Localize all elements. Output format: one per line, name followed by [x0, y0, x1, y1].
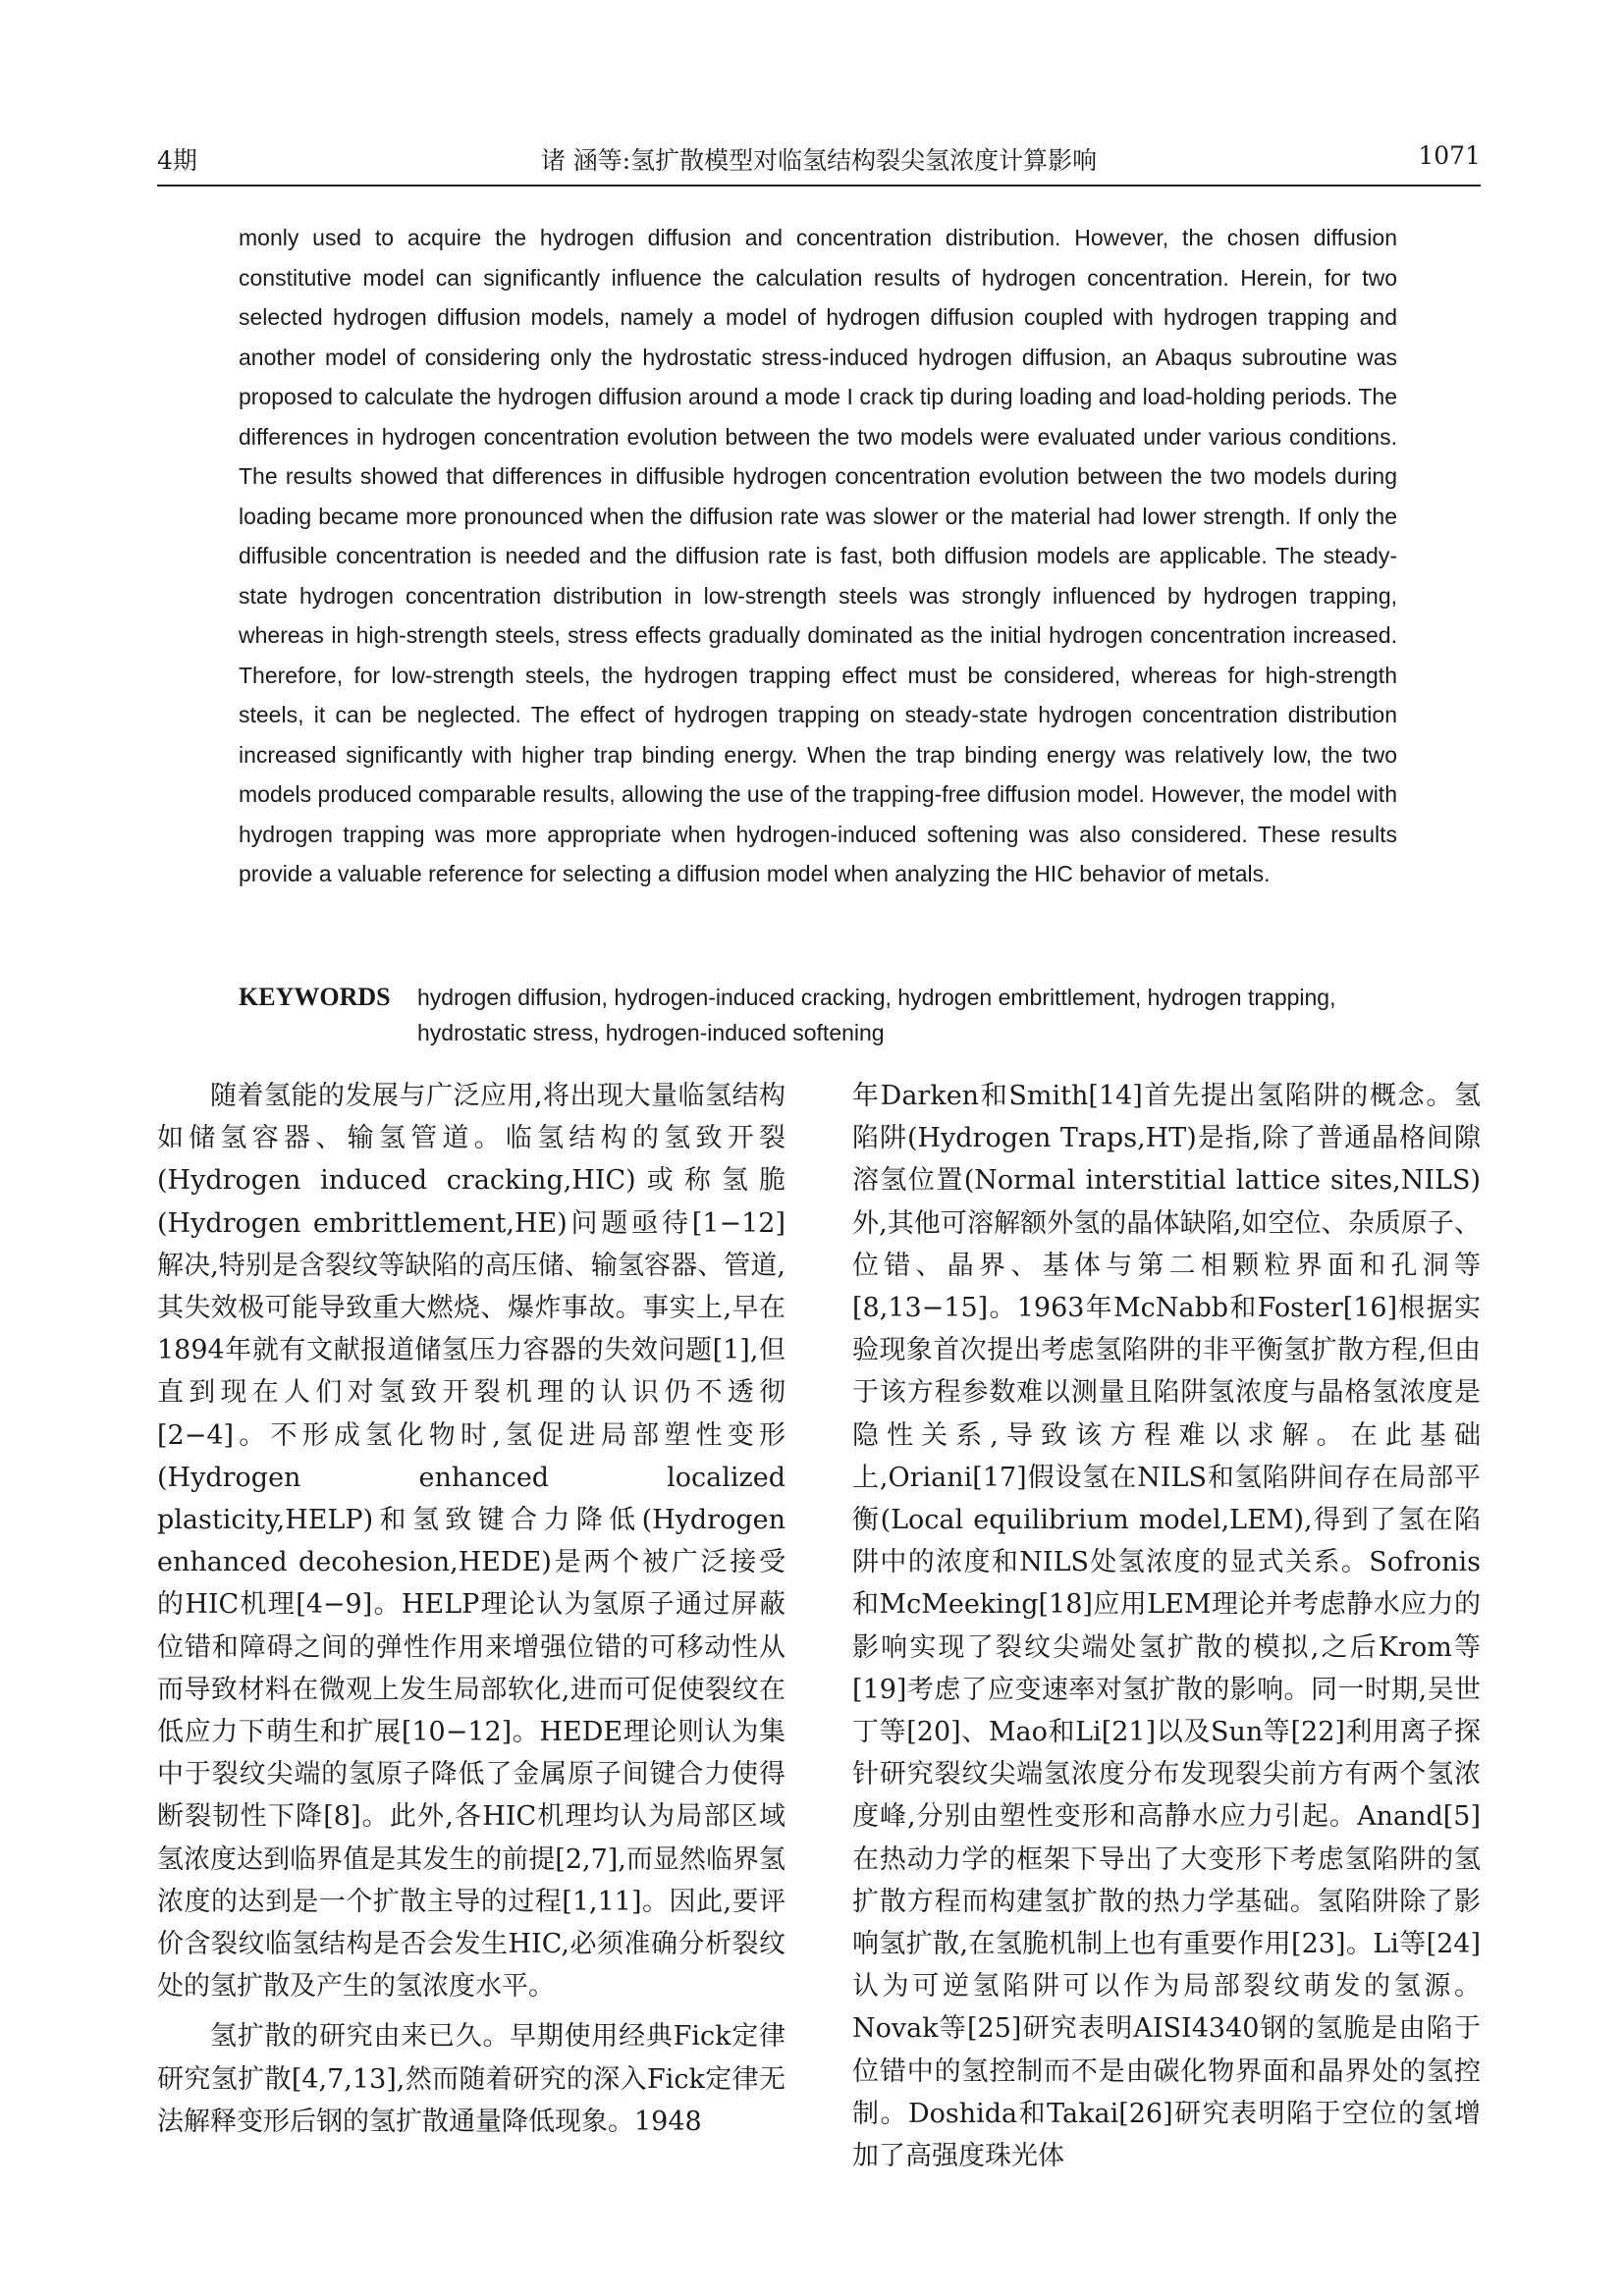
running-title: 诸 涵等:氢扩散模型对临氢结构裂尖氢浓度计算影响: [540, 146, 1098, 175]
paragraph-intro: 随着氢能的发展与广泛应用,将出现大量临氢结构如储氢容器、输氢管道。临氢结构的氢致开裂(Hydrogen induced cracking,HIC)或称氢脆(Hydrogen embrittlement,HE)问题亟待[1−12]解决,特别是含裂纹等缺陷的高压储、输氢容器、管道,其失效极可能导致重大燃烧、爆炸事故。事实上,早在1894年就有文献报道储氢压力容器的失效问题[1],但直到现在人们对氢致开裂机理的认识仍不透彻[2−4]。不形成氢化物时,氢促进局部塑性变形(Hydrogen enhanced localized plasticity,HELP)和氢致键合力降低(Hydrogen enhanced decohesion,HEDE)是两个被广泛接受的HIC机理[4−9]。HELP理论认为氢原子通过屏蔽位错和障碍之间的弹性作用来增强位错的可移动性从而导致材料在微观上发生局部软化,进而可促使裂纹在低应力下萌生和扩展[10−12]。HEDE理论则认为集中于裂纹尖端的氢原子降低了金属原子间键合力使得断裂韧性下降[8]。此外,各HIC机理均认为局部区域氢浓度达到临界值是其发生的前提[2,7],而显然临界氢浓度的达到是一个扩散主导的过程[1,11]。因此,要评价含裂纹临氢结构是否会发生HIC,必须准确分析裂纹处的氢扩散及产生的氢浓度水平。: [157, 1081, 785, 2002]
abstract-text: monly used to acquire the hydrogen diffusion and concentration distribution. However, the chosen diffusion constitutive model can significantly influence the calculation results of hydrogen concentration. Herein, for two selected hydrogen diffusion models, namely a model of hydrogen diffusion coupled with hydrogen trapping and another model of considering only the hydrostatic stress-induced hydrogen diffusion, an Abaqus subroutine was proposed to calculate the hydrogen diffusion around a mode I crack tip during loading and load-holding periods. The differences in hydrogen concentration evolution between the two models were evaluated under various conditions. The results showed that differences in diffusible hydrogen concentration evolution between the two models during loading became more pronounced when the diffusion rate was slower or the material had lower strength. If only the diffusible concentration is needed and the diffusion rate is fast, both diffusion models are applicable. The steady-state hydrogen concentration distribution in low-strength steels was strongly influenced by hydrogen trapping, whereas in high-strength steels, stress effects gradually dominated as the initial hydrogen concentration increased. Therefore, for low-strength steels, the hydrogen trapping effect must be considered, whereas for high-strength steels, it can be neglected. The effect of hydrogen trapping on steady-state hydrogen concentration distribution increased significantly with higher trap binding energy. When the trap binding energy was relatively low, the two models produced comparable results, allowing the use of the trapping-free diffusion model. However, the model with hydrogen trapping was more appropriate when hydrogen-induced softening was also considered. These results provide a valuable reference for selecting a diffusion model when analyzing the HIC behavior of metals.: [239, 225, 1397, 886]
paragraph-history: 氢扩散的研究由来已久。早期使用经典Fick定律研究氢扩散[4,7,13],然而随着研究的深入Fick定律无法解释变形后钢的氢扩散通量降低现象。1948: [157, 2021, 785, 2137]
keywords-label: KEYWORDS: [239, 983, 391, 1011]
running-header: [157, 137, 1481, 187]
abstract-block: [239, 218, 1397, 894]
keywords-block: [239, 980, 1397, 1050]
body-column-right: [852, 1075, 1481, 2177]
body-column-left: [157, 1075, 785, 2143]
keywords-text: hydrogen diffusion, hydrogen-induced cracking, hydrogen embrittlement, hydrogen trapping, hydrostatic stress, hydrogen-induced softening: [417, 985, 1336, 1045]
paragraph-history-continued: 年Darken和Smith[14]首先提出氢陷阱的概念。氢陷阱(Hydrogen Traps,HT)是指,除了普通晶格间隙溶氢位置(Normal interstitial lattice sites,NILS)外,其他可溶解额外氢的晶体缺陷,如空位、杂质原子、位错、晶界、基体与第二相颗粒界面和孔洞等[8,13−15]。1963年McNabb和Foster[16]根据实验现象首次提出考虑氢陷阱的非平衡氢扩散方程,但由于该方程参数难以测量且陷阱氢浓度与晶格氢浓度是隐性关系,导致该方程难以求解。在此基础上,Oriani[17]假设氢在NILS和氢陷阱间存在局部平衡(Local equilibrium model,LEM),得到了氢在陷阱中的浓度和NILS处氢浓度的显式关系。Sofronis和McMeeking[18]应用LEM理论并考虑静水应力的影响实现了裂纹尖端处氢扩散的模拟,之后Krom等[19]考虑了应变速率对氢扩散的影响。同一时期,吴世丁等[20]、Mao和Li[21]以及Sun等[22]利用离子探针研究裂纹尖端氢浓度分布发现裂尖前方有两个氢浓度峰,分别由塑性变形和高静水应力引起。Anand[5]在热动力学的框架下导出了大变形下考虑氢陷阱的氢扩散方程而构建氢扩散的热力学基础。氢陷阱除了影响氢扩散,在氢脆机制上也有重要作用[23]。Li等[24]认为可逆氢陷阱可以作为局部裂纹萌发的氢源。Novak等[25]研究表明AISI4340钢的氢脆是由陷于位错中的氢控制而不是由碳化物界面和晶界处的氢控制。Doshida和Takai[26]研究表明陷于空位的氢增加了高强度珠光体: [852, 1081, 1481, 2172]
page-number: 1071: [1418, 141, 1481, 170]
issue-number: 4期: [157, 146, 197, 175]
